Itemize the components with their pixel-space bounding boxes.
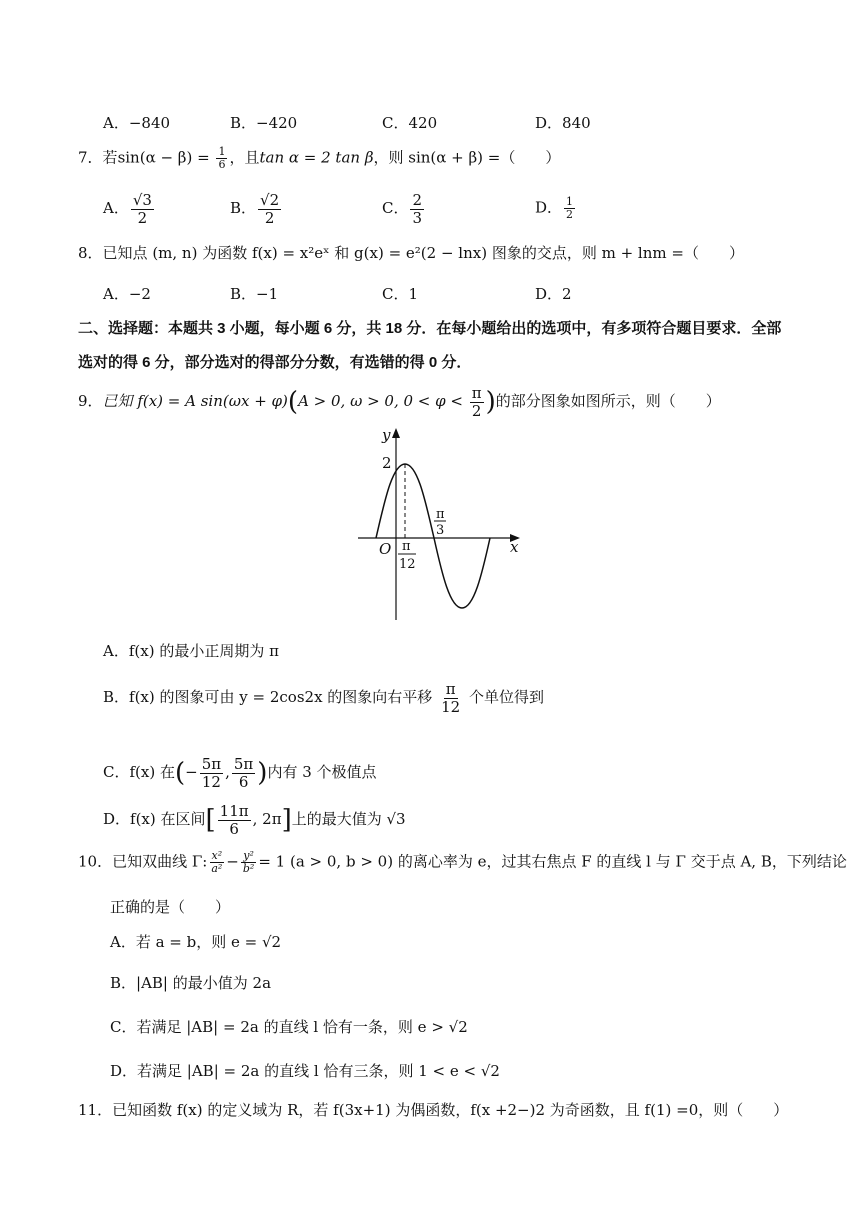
- peak-label: 2: [382, 454, 392, 472]
- q10-stem-cont: 正确的是（ ）: [110, 898, 231, 916]
- tick-pi-3-den: 3: [436, 523, 445, 538]
- q7-ask: ，则 sin(α + β) =（ ）: [373, 148, 561, 167]
- origin-label: O: [379, 540, 392, 558]
- section2-line2: 选对的得 6 分，部分选对的得部分分数，有选错的得 0 分．: [78, 354, 472, 371]
- q6-option-b: B．−420: [230, 114, 298, 132]
- q8-stem: 8．已知点 (m, n) 为函数 f(x) = x²eˣ 和 g(x) = e²(2 − lnx) 图象的交点，则 m + lnm =（ ）: [78, 244, 744, 262]
- q9-option-a: A．f(x) 的最小正周期为 π: [103, 642, 279, 660]
- section2-line1: 二、选择题：本题共 3 小题，每小题 6 分，共 18 分．在每小题给出的选项中，有多项符合题目要求．全部: [78, 320, 782, 337]
- q6-option-a: A．−840: [103, 114, 171, 132]
- q10-stem: 10．已知双曲线 Γ: $\frac{\text{x²}}{\text{a²}}$ − $\frac{\text{y²}}{\text{b²}}$ = 1 (a > 0, b > 0) 的离心率为 e，过其右焦点 F 的直线 l 与 Γ 交于点 A, B，下列结论: [78, 849, 847, 876]
- tick-pi-3-num: π: [436, 507, 445, 522]
- y-axis-label: y: [382, 426, 391, 444]
- q10-option-d: D．若满足 |AB| = 2a 的直线 l 恰有三条，则 1 < e < √2: [110, 1062, 500, 1080]
- q9-option-b: B．f(x) 的图象可由 y = 2cos2x 的图象向右平移 $\frac{\pi}{12}$ 个单位得到: [103, 680, 544, 716]
- q7-stem: [78, 146, 560, 171]
- tick-pi-12-num: π: [402, 539, 411, 554]
- q7-cond2: tan α = 2 tan β: [259, 148, 374, 167]
- q7-prefix: 若: [102, 148, 118, 167]
- q9-option-d: D．f(x) 在区间[ $\frac{11\pi}{6}$ , 2π]上的最大值为 √3: [103, 802, 406, 838]
- q8-option-b: B．−1: [230, 285, 279, 303]
- q10-option-c: C．若满足 |AB| = 2a 的直线 l 恰有一条，则 e > √2: [110, 1018, 468, 1036]
- q9-stem: 9．已知 f(x) = A sin(ωx + φ)(A > 0, ω > 0, 0 < φ < $\frac{\pi}{2}$ )的部分图象如图所示，则（ ）: [78, 384, 721, 420]
- q7-option-c: C． $\frac{2}{3}$: [382, 191, 423, 227]
- x-axis-label: x: [510, 538, 519, 556]
- q9-option-c: C．f(x) 在(− $\frac{5\pi}{12}$ , $\frac{5\pi}{6}$ )内有 3 个极值点: [103, 755, 377, 791]
- q7-fraction: $\frac{1}{6}$: [218, 145, 226, 172]
- q10-option-b: B．|AB| 的最小值为 2a: [110, 974, 272, 992]
- q8-option-a: A．−2: [103, 285, 151, 303]
- y-axis-arrow: [392, 428, 400, 438]
- q7-mid: ，且: [229, 148, 260, 167]
- q8-option-c: C．1: [382, 285, 419, 303]
- sine-curve: [376, 464, 490, 608]
- q10-option-a: A．若 a = b，则 e = √2: [110, 933, 282, 951]
- q9-graph: [350, 424, 530, 624]
- q11-stem: 11．已知函数 f(x) 的定义域为 R，若 f(3x+1) 为偶函数，f(x +2−)2 为奇函数，且 f(1) =0，则（ ）: [78, 1101, 789, 1119]
- q6-option-c: C．420: [382, 114, 438, 132]
- q7-option-b: B． $\frac{√2}{2}$: [230, 191, 280, 227]
- tick-pi-12-den: 12: [399, 557, 416, 572]
- q8-option-d: D．2: [535, 285, 572, 303]
- q7-option-a: A． $\frac{√3}{2}$: [103, 191, 152, 227]
- q6-option-d: D．840: [535, 114, 591, 132]
- q7-cond1: sin(α − β) =: [117, 148, 210, 167]
- q7-number: 7．: [78, 148, 103, 167]
- q7-option-d: D． $\frac{1}{2}$: [535, 195, 574, 222]
